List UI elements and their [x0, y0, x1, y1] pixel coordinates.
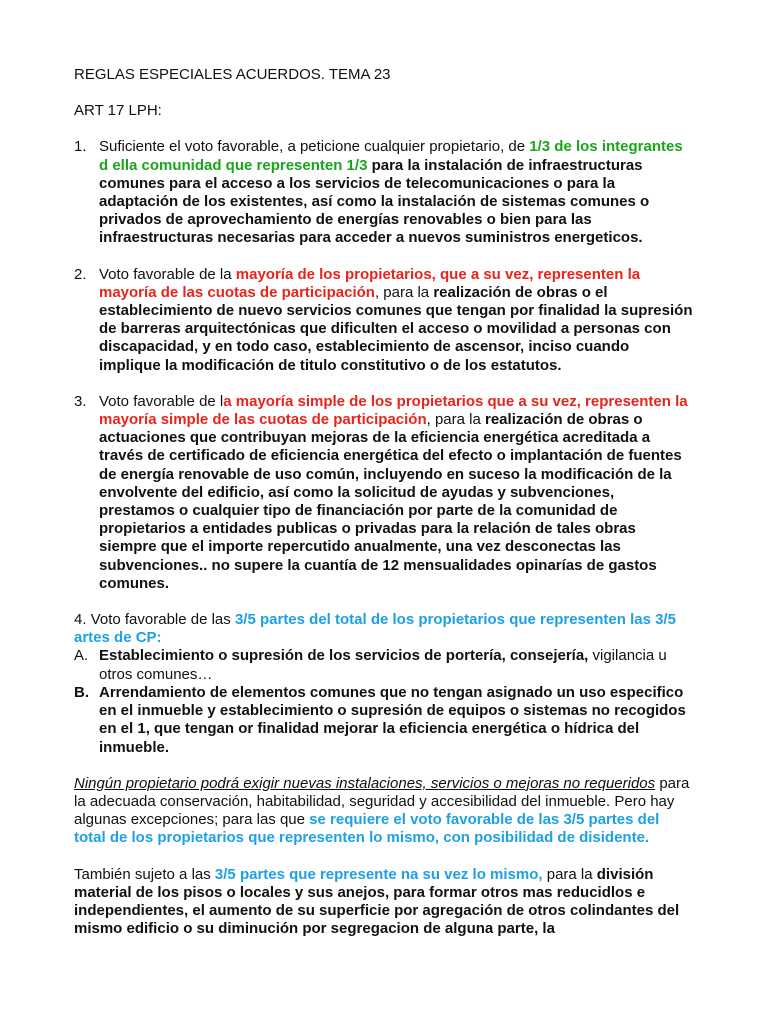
list-item-text — [99, 266, 694, 375]
highlight-blue: 3/5 partes del total de los propietarios que representen las 3/5 artes de CP: — [74, 611, 676, 647]
list-number: 3. — [74, 392, 87, 410]
list-number: 1. — [74, 138, 87, 156]
text-bold: Establecimiento o supresión de los servicios de portería, consejería, — [99, 647, 589, 665]
sublist-item-a — [74, 647, 694, 683]
text-run: , para la — [374, 283, 434, 301]
document-title: REGLAS ESPECIALES ACUERDOS. TEMA 23 — [74, 66, 391, 83]
text-run: Voto favorable de l — [99, 392, 224, 410]
text-bold: para la instalación de infraestructuras comunes para el acceso a los servicios de telecomunicaciones o para la adaptación de los existentes, así como la instalación de sistemas comunes o privados de aprovechamiento de energías renovables o bien para las infraestructuras necesarias para acceder a nuevos suministros energeticos. — [99, 156, 650, 247]
paragraph-exceptions — [74, 775, 694, 848]
spacer — [74, 757, 694, 775]
text-run: vigilancia u otros comunes… — [99, 647, 667, 683]
list-item-3 — [74, 393, 694, 593]
list-item-2 — [74, 266, 694, 375]
sublist-item-b — [74, 684, 694, 757]
underlined-italic-text: Ningún propietario podrá exigir nuevas instalaciones, servicios o mejoras no requeridos — [74, 774, 656, 792]
text-run: para la — [542, 865, 597, 883]
text-run: 4. Voto favorable de las — [74, 611, 235, 629]
sublist-text — [99, 647, 694, 683]
text-bold: Arrendamiento de elementos comunes que no tengan asignado un uso especifico en el inmueble y establecimiento o supresión de equipos o sistemas no recogidos en el 1, que tengan or finalidad mejorar la eficiencia energética o hídrica del inmueble. — [99, 683, 686, 756]
paragraph-division — [74, 866, 694, 939]
list-item-1 — [74, 138, 694, 247]
list-item-text — [99, 138, 694, 247]
sublist-letter: A. — [74, 647, 89, 665]
text-run: Voto favorable de la — [99, 265, 236, 283]
highlight-blue: se requiere el voto favorable de las 3/5 partes del total de los propietarios que representen lo mismo, con posibilidad de disidente. — [74, 811, 660, 847]
list-item-4-heading — [74, 611, 694, 647]
spacer — [74, 848, 694, 866]
highlight-blue: 3/5 partes que represente na su vez lo mismo, — [214, 865, 543, 883]
list-number: 2. — [74, 265, 87, 283]
text-run: Suficiente el voto favorable, a peticione cualquier propietario, de — [99, 138, 530, 156]
list-item-text — [99, 393, 694, 593]
text-run: para la adecuada conservación, habitabilidad, seguridad y accesibilidad del inmueble. Pero hay algunas excepciones; para las que — [74, 774, 690, 829]
article-heading: ART 17 LPH: — [74, 102, 162, 120]
text-bold: división material de los pisos o locales y sus anejos, para formar otros mas reducidlos e independientes, el aumento de su superficie por agregación de otros colindantes del mismo edificio o su diminución por segregacion de alguna parte, la — [74, 865, 680, 938]
text-bold: realización de obras o actuaciones que contribuyan mejoras de la eficiencia energética acreditada a través de certificado de eficiencia energética del efecto o implantación de fuentes de energía renovable de uso común, incluyendo en suceso la modificación de la envolvente del edificio, así como la solicitud de ayudas y subvenciones, prestamos o cualquier tipo de financiación por parte de la comunidad de propietarios a entidades publicas o privadas para la relación de tales obras siempre que el importe repercutido anualmente, una vez desconectas las subvenciones.. no supere la cuantía de 12 mensualidades opinarías de gastos comunes. — [99, 411, 682, 592]
highlight-red: a mayoría simple de los propietarios que a su vez, representen la mayoría simple de las cuotas de participación — [99, 392, 688, 429]
highlight-green: 1/3 de los integrantes d ella comunidad que representen 1/3 — [99, 138, 683, 174]
text-run: También sujeto a las — [74, 865, 215, 883]
text-run: , para la — [426, 411, 485, 429]
sublist-letter: B. — [74, 683, 89, 701]
list-item-4 — [74, 611, 694, 757]
text-bold: realización de obras o el establecimiento de nuevo servicios comunes que tengan por finalidad la supresión de barreras arquitectónicas que dificulten el acceso o movilidad a personas con discapacidad, y en todo caso, establecimiento de ascensor, inciso cuando implique la modificación de titulo constitutivo o de los estatutos. — [99, 283, 693, 374]
sublist-text — [99, 684, 694, 757]
highlight-red: mayoría de los propietarios, que a su vez, representen la mayoría de las cuotas de participación — [99, 265, 641, 301]
